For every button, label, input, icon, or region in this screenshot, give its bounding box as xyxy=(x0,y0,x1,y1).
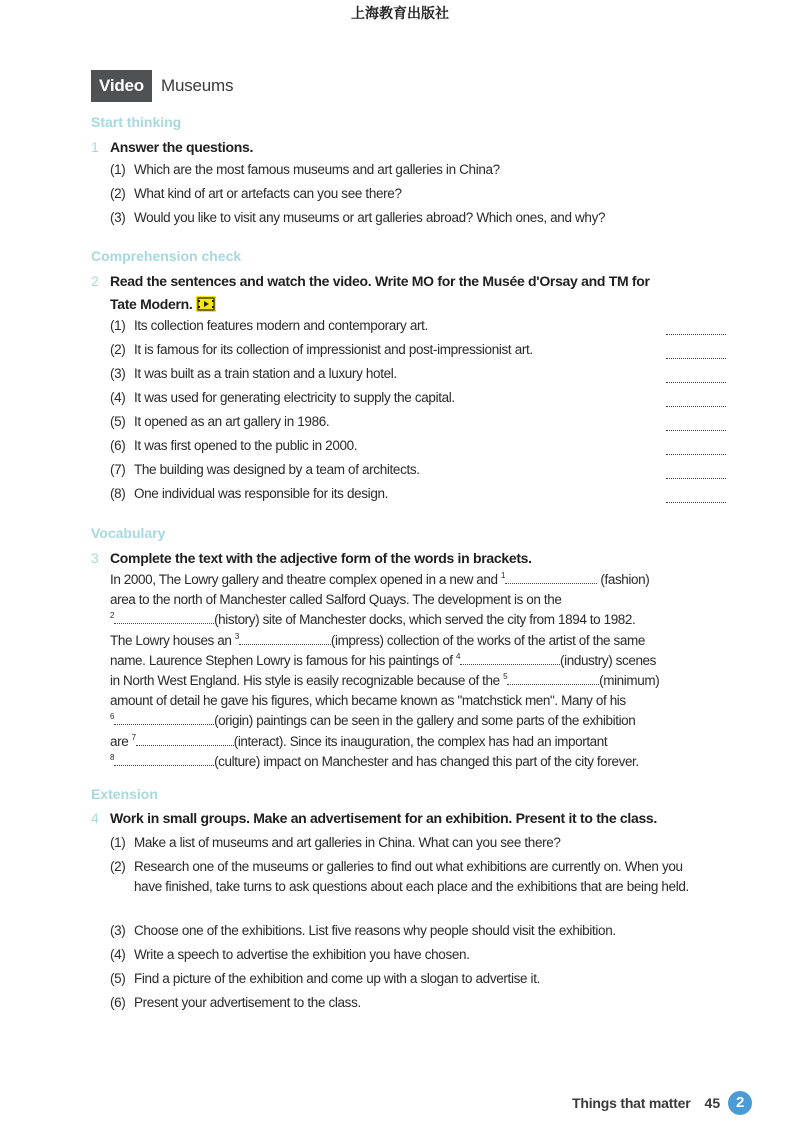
gap-4[interactable] xyxy=(460,651,560,665)
list-item: (2) It is famous for its collection of impressionist and post-impressionist art. xyxy=(110,342,533,357)
gap-1[interactable] xyxy=(505,570,597,584)
question-number: 2 xyxy=(91,273,99,289)
publisher-header: 上海教育出版社 xyxy=(351,6,449,22)
question-instruction: Answer the questions. xyxy=(110,139,254,155)
list-item: (3) It was built as a train station and a luxury hotel. xyxy=(110,366,397,381)
question-instruction: Work in small groups. Make an advertisement for an exhibition. Present it to the class. xyxy=(110,810,658,826)
list-item: (5) Find a picture of the exhibition and come up with a slogan to advertise it. xyxy=(110,971,541,986)
section-vocabulary: Vocabulary xyxy=(91,525,166,541)
list-item: (3) Choose one of the exhibitions. List five reasons why people should visit the exhibition. xyxy=(110,923,616,938)
list-item: (6) Present your advertisement to the class. xyxy=(110,995,361,1010)
question-instruction: Complete the text with the adjective form of the words in brackets. xyxy=(110,550,532,566)
page-footer xyxy=(572,1091,752,1115)
cloze-paragraph: In 2000, The Lowry gallery and theatre complex opened in a new and $^1$ (fashion) area to the north of Manchester called Salford Quays. The development is on the $^2$ (history) site of Manchester docks, which served the city from 1894 to 1982. The Lowry houses an $^3$ (impress) collection of the works of the artist of the same name. Laurence Stephen Lowry is famous for his paintings of $^4$ (industry) scenes in North West England. His style is easily recognizable because of the $^5$ (minimum) amount of detail he gave his figures, which became known as "matchstick men". Many of his $^6$ (origin) paintings can be seen in the gallery and some parts of the exhibition are $^7$ (interact). Since its inauguration, the complex has had an important $^8$ (culture) impact on Manchester and has changed this part of the city forever. xyxy=(110,571,660,769)
page-number: 45 xyxy=(704,1095,721,1111)
question-4-heading xyxy=(91,807,731,830)
answer-blank[interactable] xyxy=(666,405,726,407)
question-1-heading xyxy=(91,136,731,159)
answer-blank[interactable] xyxy=(666,429,726,431)
list-item: (2) Research one of the museums or galleries to find out what exhibitions are currently on. When you have finished, take turns to ask questions about each place and the exhibitions that are being held. xyxy=(110,859,689,894)
list-item: (6) It was first opened to the public in 2000. xyxy=(110,438,358,453)
answer-blank[interactable] xyxy=(666,477,726,479)
list-item: (4) It was used for generating electricity to supply the capital. xyxy=(110,390,455,405)
footer-unit-title: Things that matter xyxy=(572,1095,691,1111)
section-extension: Extension xyxy=(91,786,158,802)
video-tag: Video xyxy=(91,70,152,102)
gap-8[interactable] xyxy=(114,752,214,766)
list-item: (1) Make a list of museums and art galleries in China. What can you see there? xyxy=(110,835,561,850)
list-item: (3) Would you like to visit any museums or art galleries abroad? Which ones, and why? xyxy=(110,210,606,225)
list-item: (2) What kind of art or artefacts can you see there? xyxy=(110,186,402,201)
answer-blank[interactable] xyxy=(666,381,726,383)
section-start-thinking: Start thinking xyxy=(91,114,182,130)
answer-blank[interactable] xyxy=(666,333,726,335)
gap-5[interactable] xyxy=(507,671,599,685)
list-item: (4) Write a speech to advertise the exhibition you have chosen. xyxy=(110,947,470,962)
gap-2[interactable] xyxy=(114,610,214,624)
list-item: (7) The building was designed by a team of architects. xyxy=(110,462,420,477)
list-item: (5) It opened as an art gallery in 1986. xyxy=(110,414,330,429)
answer-blank[interactable] xyxy=(666,453,726,455)
gap-7[interactable] xyxy=(136,732,234,746)
gap-3[interactable] xyxy=(239,631,331,645)
answer-blank[interactable] xyxy=(666,357,726,359)
page-header xyxy=(91,70,233,102)
section-comprehension-check: Comprehension check xyxy=(91,248,242,264)
question-number: 1 xyxy=(91,139,99,155)
gap-6[interactable] xyxy=(114,711,214,725)
question-number: 4 xyxy=(91,810,99,826)
list-item: (1) Its collection features modern and contemporary art. xyxy=(110,318,428,333)
question-instruction: Read the sentences and watch the video. Write MO for the Musée d'Orsay and TM for Tate Modern. xyxy=(110,273,650,312)
page-title: Museums xyxy=(160,76,234,95)
unit-badge: 2 xyxy=(728,1091,752,1115)
question-3-heading xyxy=(91,547,731,570)
question-2-heading xyxy=(91,270,731,316)
video-film-icon[interactable] xyxy=(196,296,216,312)
answer-blank[interactable] xyxy=(666,501,726,503)
question-number: 3 xyxy=(91,550,99,566)
list-item: (8) One individual was responsible for its design. xyxy=(110,486,389,501)
list-item: (1) Which are the most famous museums and art galleries in China? xyxy=(110,162,500,177)
